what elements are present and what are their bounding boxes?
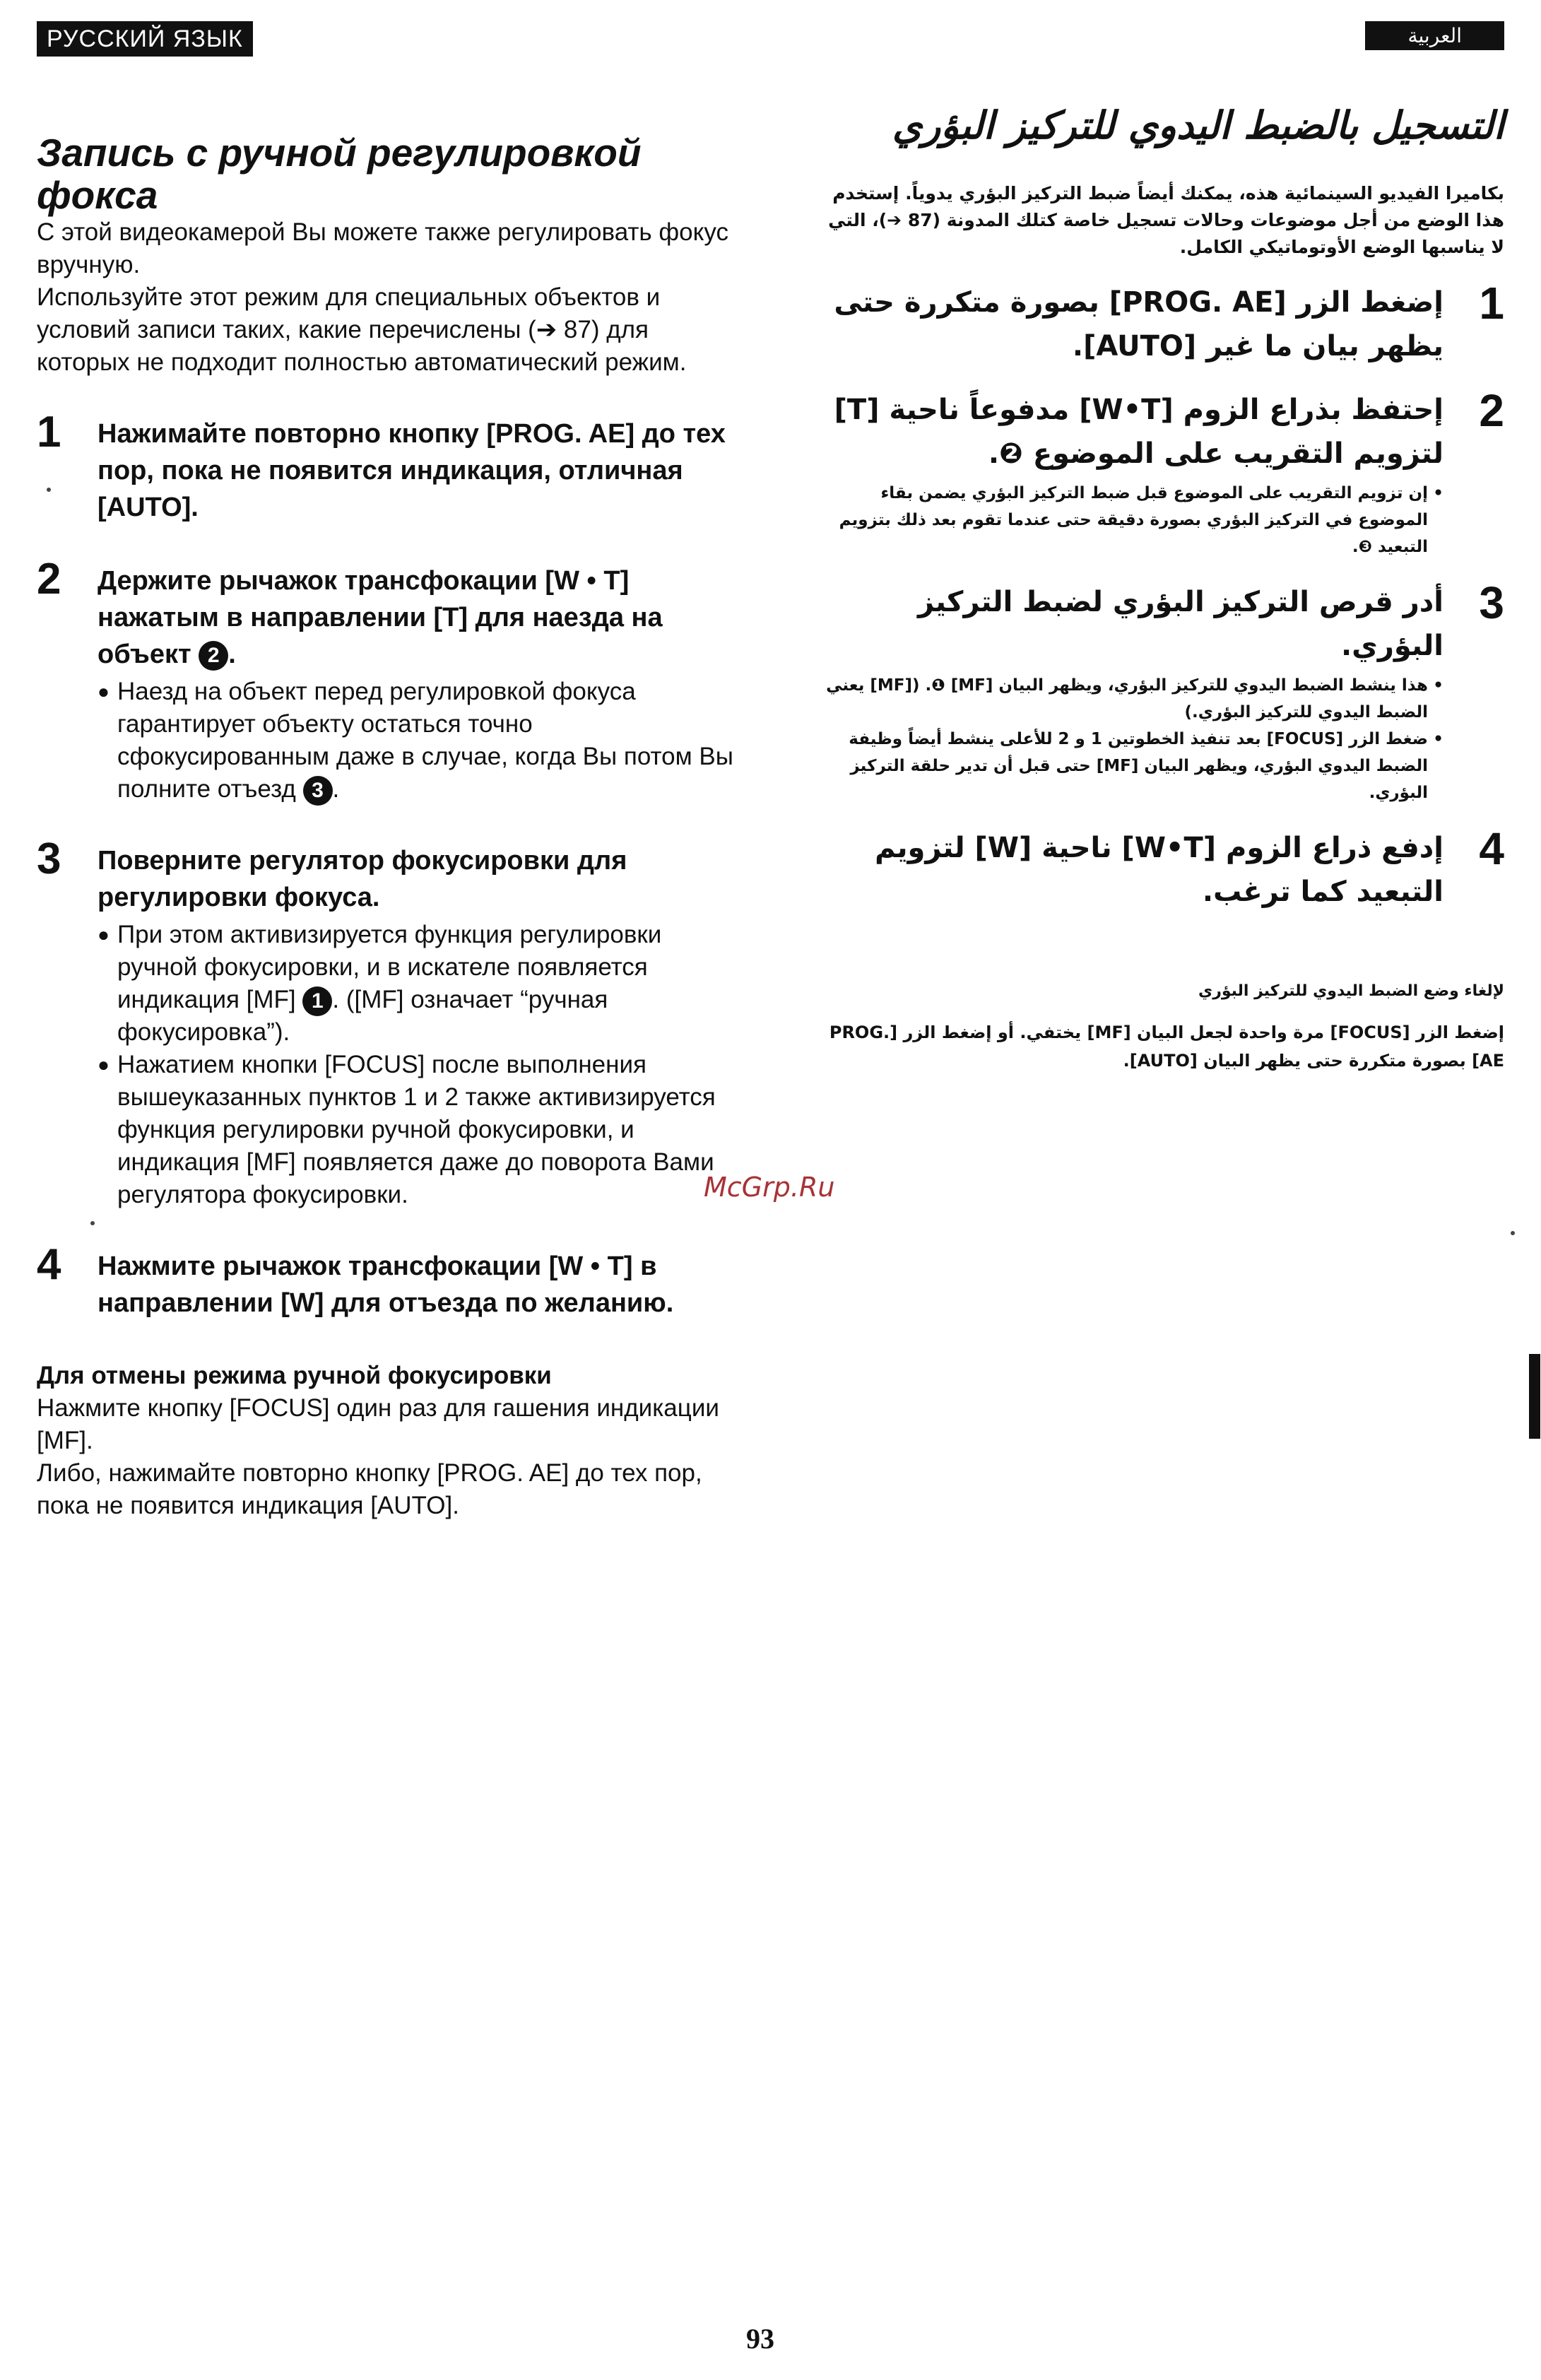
step-2-arabic xyxy=(826,385,1504,560)
scan-dot xyxy=(47,488,51,492)
step-number: 1 xyxy=(37,408,61,456)
step-2 xyxy=(37,555,736,806)
cancel-text: Либо, нажимайте повторно кнопку [PROG. AE] до тех пор, пока не появится индикация [AUTO]. xyxy=(37,1459,702,1519)
callout-number-icon: 3 xyxy=(303,776,333,806)
cancel-heading: Для отмены режима ручной фокусировки xyxy=(37,1362,552,1389)
language-tag-russian: РУССКИЙ ЯЗЫК xyxy=(37,21,253,57)
step-instruction: أدر قرص التركيز البؤري لضبط التركيز البؤري. xyxy=(917,586,1443,662)
scan-dot xyxy=(1511,1231,1515,1235)
step-4-arabic xyxy=(826,823,1504,914)
cancel-section xyxy=(37,1360,736,1522)
step-instruction: Держите рычажок трансфокации [W • T] нажатым в направлении [T] для наезда на объект 2 . xyxy=(98,566,663,669)
step-instruction: إضغط الزر [PROG. AE] بصورة متكررة حتى يظهر بيان ما غير [AUTO]. xyxy=(834,286,1443,363)
intro-paragraph: Используйте этот режим для специальных объектов и условий записи таких, какие перечислены (➔ 87) для которых не подходит полностью автоматический режим. xyxy=(37,283,687,376)
step-number: 1 xyxy=(1479,278,1504,329)
step-instruction: Поверните регулятор фокусировки для регулировки фокуса. xyxy=(98,846,627,912)
note-tail: . xyxy=(332,775,340,803)
note-item: • هذا ينشط الضبط اليدوي للتركيز البؤري، ويظهر البيان [MF] ❶. ([MF] يعني الضبط اليدوي للتركيز البؤري.) xyxy=(826,672,1443,726)
step-number: 3 xyxy=(1479,577,1504,628)
watermark-text: McGrp.Ru xyxy=(704,1172,835,1203)
callout-number-icon: 2 xyxy=(199,641,228,671)
cancel-text: إضغط الزر [FOCUS] مرة واحدة لجعل البيان [MF] يختفي. أو إضغط الزر [PROG. AE] بصورة متكررة حتى يظهر البيان [AUTO]. xyxy=(829,1023,1504,1071)
cancel-heading: لإلغاء وضع الضبط اليدوي للتركيز البؤري xyxy=(1198,982,1504,1000)
step-4 xyxy=(37,1240,736,1321)
intro-paragraph: С этой видеокамерой Вы можете также регулировать фокус вручную. xyxy=(37,218,728,278)
step-number: 3 xyxy=(37,835,61,883)
page-title-arabic: التسجيل بالضبط اليدوي للتركيز البؤري xyxy=(892,103,1504,148)
note-item xyxy=(98,676,736,806)
step-instruction-text: Держите рычажок трансфокации [W • T] нажатым в направлении [T] для наезда на объект xyxy=(98,566,663,669)
scan-dot xyxy=(90,1221,95,1225)
step-3 xyxy=(37,835,736,1211)
page-number: 93 xyxy=(746,2323,774,2355)
step-3-arabic xyxy=(826,577,1504,806)
note-text: При этом активизируется функция регулировки ручной фокусировки, и в искателе появляется индикация [MF] xyxy=(117,921,662,1013)
note-item xyxy=(98,919,736,1049)
note-item xyxy=(98,1049,736,1211)
page-title-russian: Запись с ручной регулировкой фокса xyxy=(37,131,642,217)
step-notes xyxy=(98,919,736,1211)
note-item: • ضغط الزر [FOCUS] بعد تنفيذ الخطوتين 1 و 2 للأعلى ينشط أيضاً وظيفة الضبط اليدوي البؤري، ويظهر البيان [MF] حتى قبل أن تدير حلقة التركيز البؤري. xyxy=(826,726,1443,806)
intro-paragraph-arabic: بكاميرا الفيديو السينمائية هذه، يمكنك أيضاً ضبط التركيز البؤري يدوياً. إستخدم هذا الوضع من أجل موضوعات وحالات تسجيل خاصة كتلك المدونة (87 ➔)، التي لا يناسبها الوضع الأوتوماتيكي الكامل. xyxy=(828,183,1504,257)
step-notes xyxy=(826,672,1443,806)
language-tag-arabic: العربية xyxy=(1365,21,1504,50)
cancel-text: Нажмите кнопку [FOCUS] один раз для гашения индикации [MF]. xyxy=(37,1394,719,1454)
arabic-column xyxy=(826,21,1504,1075)
step-notes xyxy=(826,480,1443,560)
step-number: 2 xyxy=(1479,385,1504,436)
callout-number-icon: 1 xyxy=(302,986,332,1016)
step-instruction: Нажимайте повторно кнопку [PROG. AE] до тех пор, пока не появится индикация, отличная [AUTO]. xyxy=(98,419,726,522)
step-number: 4 xyxy=(37,1240,61,1289)
note-item: • إن تزويم التقريب على الموضوع قبل ضبط التركيز البؤري يضمن بقاء الموضوع في التركيز البؤري بصورة دقيقة حتى عندما تقوم بعد ذلك بتزويم التبعيد ❸. xyxy=(826,480,1443,560)
step-notes xyxy=(98,676,736,806)
step-instruction: Нажмите рычажок трансфокации [W • T] в направлении [W] для отъезда по желанию. xyxy=(98,1251,674,1318)
note-tail: . ([MF] означает “ручная фокусировка”). xyxy=(117,986,608,1046)
step-instruction: إدفع ذراع الزوم [W•T] ناحية [W] لتزويم التبعيد كما ترغب. xyxy=(875,832,1443,908)
cancel-section-arabic xyxy=(826,977,1504,1075)
step-number: 2 xyxy=(37,555,61,603)
note-text: Нажатием кнопки [FOCUS] после выполнения вышеуказанных пунктов 1 и 2 также активизируется функция регулировки ручной фокусировки, и индикация [MF] появляется даже до поворота Вами регулятора фокусировки. xyxy=(117,1051,716,1208)
russian-column xyxy=(37,21,736,1522)
step-number: 4 xyxy=(1479,823,1504,874)
note-text: Наезд на объект перед регулировкой фокуса гарантирует объекту остаться точно сфокусированным даже в случае, когда Вы потом Вы полните отъезд xyxy=(117,678,733,803)
step-1-arabic xyxy=(826,278,1504,368)
step-1 xyxy=(37,408,736,526)
page-edge-marker xyxy=(1529,1354,1540,1439)
step-instruction: إحتفظ بذراع الزوم [W•T] مدفوعاً ناحية [T] لتزويم التقريب على الموضوع ❷. xyxy=(834,394,1443,470)
